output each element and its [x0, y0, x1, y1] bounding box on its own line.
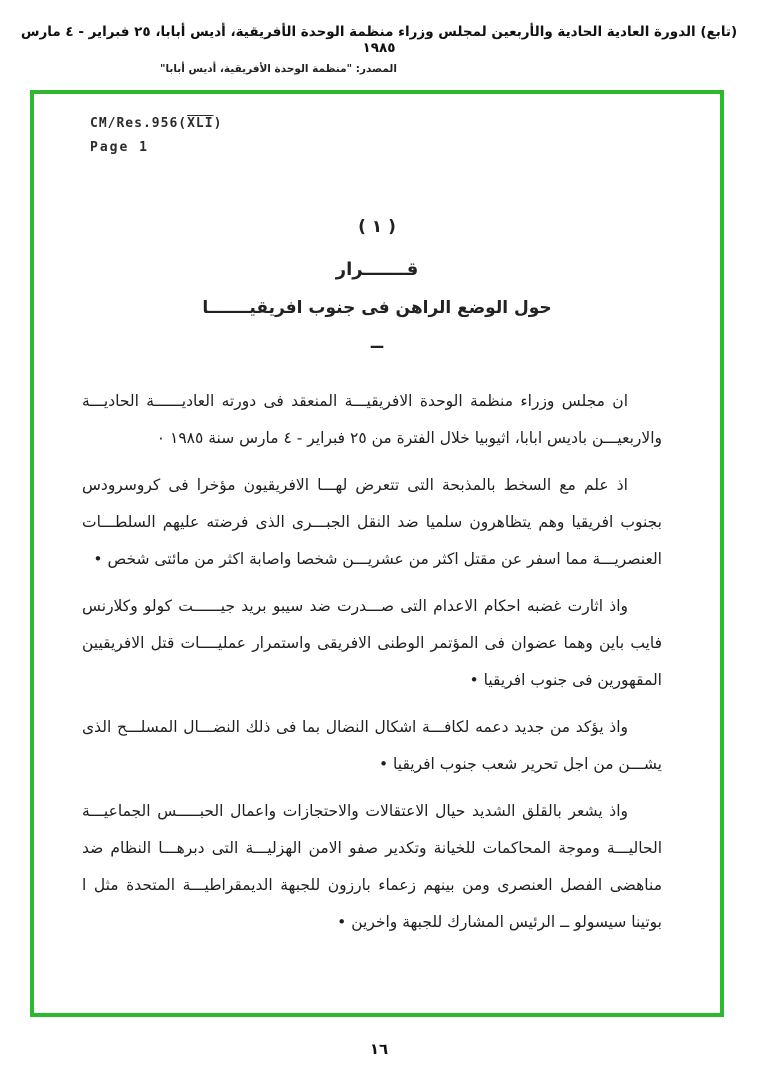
- body-paragraph: اذ علم مع السخط بالمذبحة التى تتعرض لهـــا الافريقيون مؤخرا فى كروسرودس بجنوب افريقيا وهم يتظاهرون سلميا ضد النقل الجبـــرى الذى فرضته عليهم السلطـــات العنصريـــة مما اسفر عن مقتل اكثر من عشريـــن شخصا واصابة اكثر من مائتى شخص •: [82, 476, 662, 568]
- document-page-label: Page 1: [90, 140, 149, 155]
- document-reference: [90, 116, 720, 131]
- doc-ref-prefix: CM/Res.956(: [90, 116, 188, 131]
- scanned-page-content: [34, 94, 720, 1013]
- doc-ref-roman-numeral: $\overline{XLI}$: [187, 116, 214, 131]
- resolution-title: قـــــــرار: [335, 259, 419, 280]
- green-highlight-frame: [30, 90, 724, 1017]
- resolution-item-number: ( ١ ): [358, 217, 396, 237]
- body-paragraph: واذ يشعر بالقلق الشديد حيال الاعتقالات والاحتجازات واعمال الحبـــــس الجماعيـــة الحاليـــة وموجة المحاكمات للخيانة وتكدير صفو الامن الهزليـــة التى دبرهـــا النظام ضد مناهضى الفصل العنصرى ومن بينهم زعماء بارزون للجبهة الديمقراطيـــة المتحدة مثل ا بوتينا سيسولو ــ الرئيس المشارك للجبهة واخرين •: [82, 802, 662, 931]
- header-session-line: (تابع) الدورة العادية الحادية والأربعين لمجلس وزراء منظمة الوحدة الأفريقية، أديس أبابا، ٢٥ فبراير - ٤ مارس ١٩٨٥: [20, 24, 738, 56]
- page-number: ١٦: [369, 1040, 389, 1058]
- document-reference-block: [90, 116, 720, 155]
- body-paragraph: واذ اثارت غضبه احكام الاعدام التى صـــدرت ضد سيبو بريد جيــــــت كولو وكلارنس فايب باين وهما عضوان فى المؤتمر الوطنى الافريقى واستمرار عمليــــات قتل الافريقيين المقهورين فى جنوب افريقيا •: [82, 597, 662, 689]
- resolution-subtitle: حول الوضع الراهن فى جنوب افريقيـــــــا: [202, 298, 552, 318]
- header-source-line: المصدر: "منظمة الوحدة الأفريقية، أديس أبابا": [160, 63, 397, 75]
- page-header: [0, 0, 758, 75]
- resolution-body: [82, 383, 662, 941]
- body-paragraph: ان مجلس وزراء منظمة الوحدة الافريقيـــة المنعقد فى دورته العاديــــــة الحاديـــة والاربعيـــن باديس ابابا، اثيوبيا خلال الفترة من ٢٥ فبراير - ٤ مارس سنة ١٩٨٥ ٠: [82, 392, 662, 447]
- title-separator-dash: ــ: [370, 332, 384, 353]
- body-paragraph: واذ يؤكد من جديد دعمه لكافـــة اشكال النضال بما فى ذلك النضـــال المسلـــح الذى يشـــن من اجل تحرير شعب جنوب افريقيا •: [82, 718, 662, 773]
- doc-ref-suffix: ): [213, 116, 223, 131]
